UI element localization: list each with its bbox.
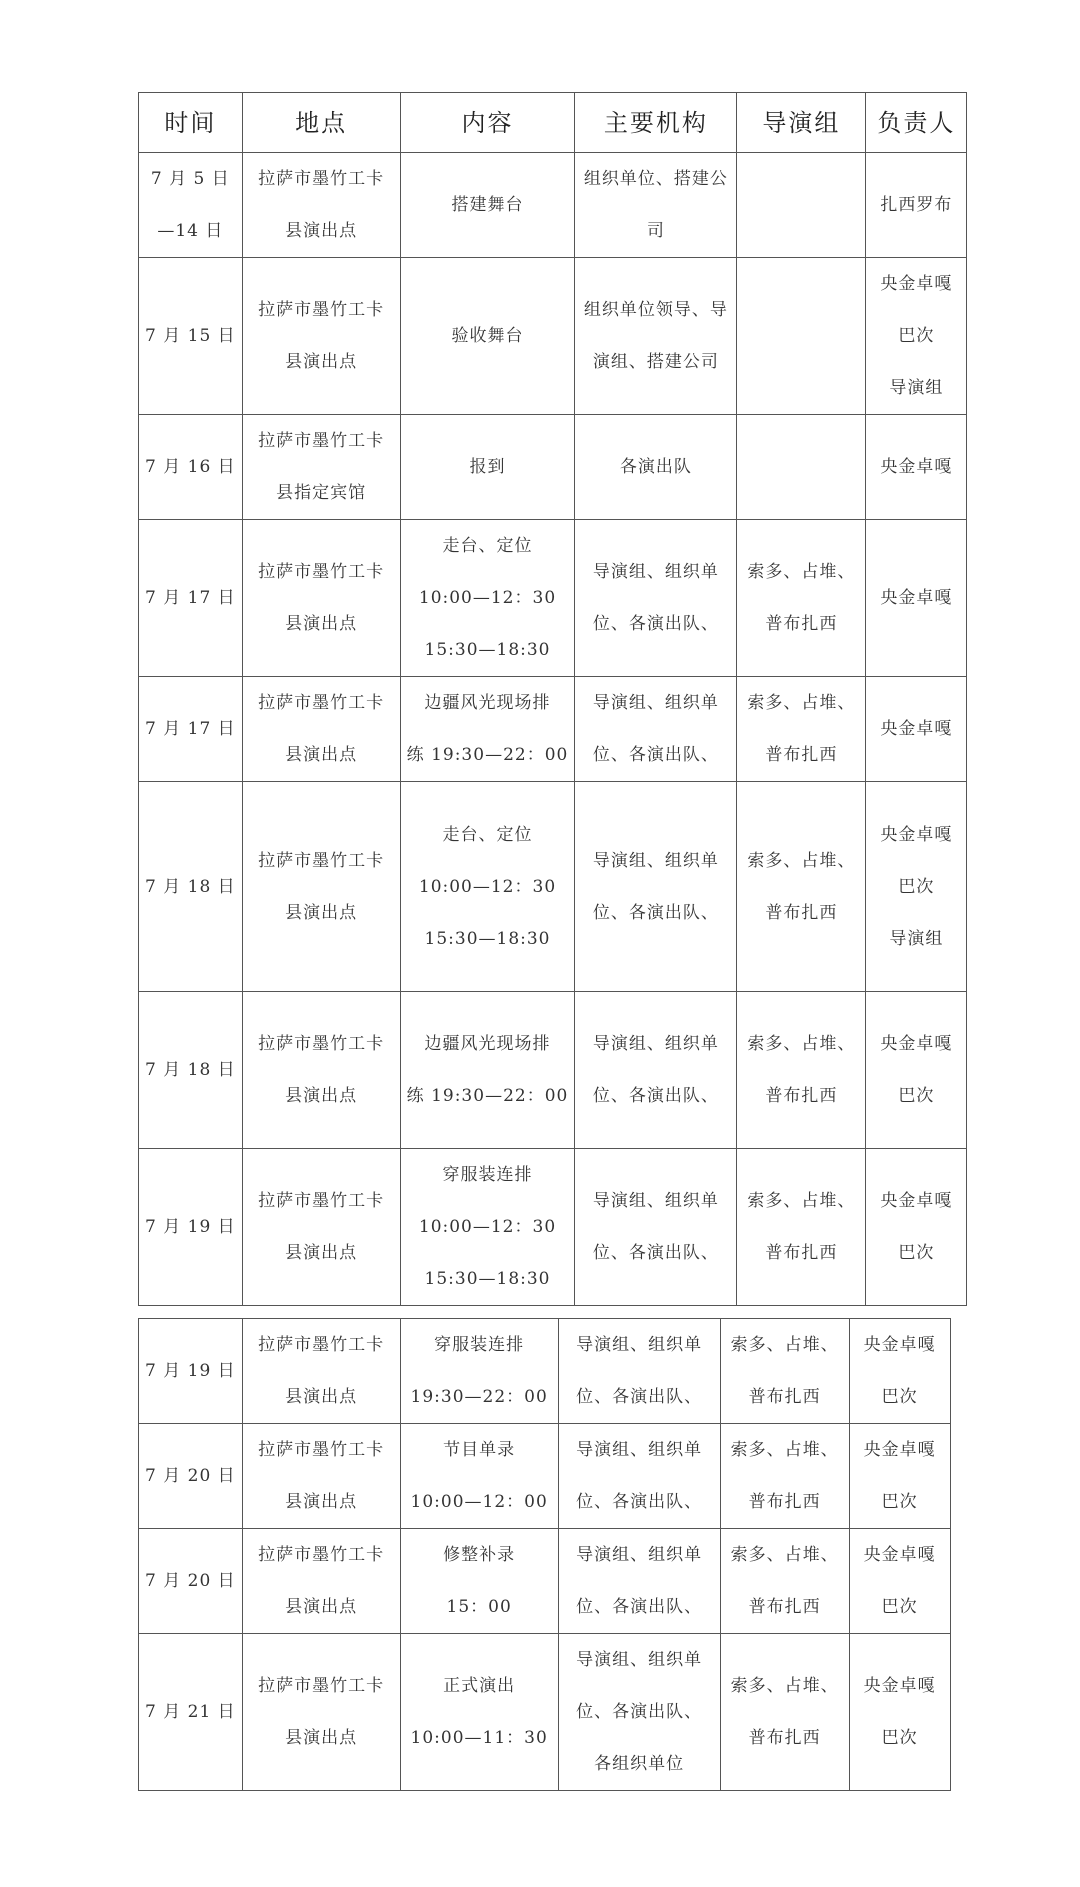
cell-time bbox=[139, 1424, 243, 1529]
cell-content bbox=[400, 1319, 558, 1424]
cell-line: 10:00—12：00 bbox=[410, 1492, 548, 1512]
cell-line: 拉萨市墨竹工卡 bbox=[258, 1191, 385, 1211]
cell-place bbox=[242, 520, 400, 677]
cell-line: 拉萨市墨竹工卡 bbox=[258, 169, 385, 189]
cell-owner bbox=[849, 1634, 950, 1791]
cell-org bbox=[558, 1529, 720, 1634]
cell-line: 7 月 17 日 bbox=[145, 588, 236, 608]
cell-line: 索多、占堆、 bbox=[747, 1191, 856, 1211]
cell-line: 拉萨市墨竹工卡 bbox=[258, 562, 385, 582]
cell-line: 走台、定位 bbox=[442, 536, 533, 556]
cell-line: 边疆风光现场排 bbox=[424, 1034, 551, 1054]
cell-line: 央金卓嘎 bbox=[863, 1335, 936, 1355]
cell-time bbox=[139, 782, 243, 992]
cell-line: 位、各演出队、 bbox=[592, 745, 719, 765]
cell-line: 央金卓嘎 bbox=[863, 1545, 936, 1565]
cell-time bbox=[139, 1319, 243, 1424]
cell-line: 索多、占堆、 bbox=[747, 562, 856, 582]
cell-line: 15:30—18:30 bbox=[424, 1269, 551, 1289]
cell-time bbox=[139, 1634, 243, 1791]
cell-line: 15:30—18:30 bbox=[424, 640, 551, 660]
cell-line: 报到 bbox=[469, 457, 506, 477]
cell-org bbox=[575, 1149, 737, 1306]
cell-line: 7 月 17 日 bbox=[145, 719, 236, 739]
cell-line: 走台、定位 bbox=[442, 824, 533, 845]
cell-owner bbox=[849, 1319, 950, 1424]
cell-line: 央金卓嘎 bbox=[880, 1191, 953, 1211]
cell-content bbox=[400, 782, 575, 992]
cell-org bbox=[575, 992, 737, 1149]
cell-content bbox=[400, 1634, 558, 1791]
cell-content bbox=[400, 677, 575, 782]
table-row bbox=[139, 1149, 967, 1306]
cell-line: 拉萨市墨竹工卡 bbox=[258, 1676, 385, 1696]
header-row bbox=[139, 93, 967, 153]
cell-line: 央金卓嘎 bbox=[880, 1034, 953, 1054]
cell-place bbox=[242, 677, 400, 782]
cell-line: 穿服装连排 bbox=[442, 1165, 533, 1185]
cell-content bbox=[400, 1424, 558, 1529]
cell-org bbox=[558, 1424, 720, 1529]
cell-org bbox=[575, 258, 737, 415]
cell-owner bbox=[866, 258, 967, 415]
header-director: 导演组 bbox=[737, 93, 866, 153]
cell-director bbox=[720, 1529, 849, 1634]
cell-line: 7 月 18 日 bbox=[145, 1060, 236, 1080]
table-row bbox=[139, 1319, 951, 1424]
cell-place bbox=[242, 1634, 400, 1791]
cell-place bbox=[242, 415, 400, 520]
cell-place bbox=[242, 1319, 400, 1424]
cell-line: 导演组、组织单 bbox=[592, 850, 719, 871]
schedule-table-2 bbox=[138, 1318, 951, 1791]
cell-owner bbox=[866, 153, 967, 258]
cell-place bbox=[242, 1424, 400, 1529]
cell-owner bbox=[866, 1149, 967, 1306]
cell-line: 7 月 15 日 bbox=[145, 326, 236, 346]
cell-line: 央金卓嘎 bbox=[880, 457, 953, 477]
cell-line: 巴次 bbox=[881, 1728, 918, 1748]
cell-line: 7 月 5 日 bbox=[150, 169, 230, 189]
cell-line: 组织单位领导、导 bbox=[583, 300, 728, 320]
cell-director bbox=[737, 153, 866, 258]
cell-line: 索多、占堆、 bbox=[730, 1545, 839, 1565]
cell-line: 穿服装连排 bbox=[434, 1335, 525, 1355]
cell-director bbox=[720, 1319, 849, 1424]
cell-time bbox=[139, 1149, 243, 1306]
cell-line: 普布扎西 bbox=[748, 1492, 821, 1512]
cell-line: 导演组、组织单 bbox=[592, 562, 719, 582]
cell-line: 县演出点 bbox=[285, 352, 358, 372]
cell-line: 导演组、组织单 bbox=[576, 1335, 703, 1355]
cell-line: 节目单录 bbox=[443, 1440, 516, 1460]
cell-director bbox=[737, 992, 866, 1149]
cell-line: 索多、占堆、 bbox=[730, 1335, 839, 1355]
table-row bbox=[139, 520, 967, 677]
cell-place bbox=[242, 992, 400, 1149]
cell-line: 位、各演出队、 bbox=[576, 1492, 703, 1512]
cell-place bbox=[242, 153, 400, 258]
cell-director bbox=[737, 782, 866, 992]
cell-line: 县演出点 bbox=[285, 1243, 358, 1263]
cell-line: 央金卓嘎 bbox=[880, 719, 953, 739]
cell-line: 导演组、组织单 bbox=[576, 1440, 703, 1460]
cell-org bbox=[575, 782, 737, 992]
cell-line: 导演组、组织单 bbox=[592, 1034, 719, 1054]
cell-line: 15：00 bbox=[446, 1597, 512, 1617]
cell-line: 拉萨市墨竹工卡 bbox=[258, 431, 385, 451]
cell-line: 拉萨市墨竹工卡 bbox=[258, 1335, 385, 1355]
cell-line: 导演组、组织单 bbox=[576, 1545, 703, 1565]
cell-line: 县演出点 bbox=[285, 1728, 358, 1748]
cell-director bbox=[737, 415, 866, 520]
cell-line: 索多、占堆、 bbox=[747, 850, 856, 871]
cell-line: 练 19:30—22：00 bbox=[406, 1086, 569, 1106]
cell-line: 导演组、组织单 bbox=[592, 693, 719, 713]
cell-line: 位、各演出队、 bbox=[592, 1243, 719, 1263]
cell-line: 央金卓嘎 bbox=[863, 1676, 936, 1696]
cell-line: 10:00—12：30 bbox=[418, 876, 557, 897]
table-row bbox=[139, 782, 967, 992]
cell-director bbox=[720, 1424, 849, 1529]
cell-line: 演组、搭建公司 bbox=[592, 352, 719, 372]
cell-owner bbox=[866, 520, 967, 677]
cell-place bbox=[242, 1529, 400, 1634]
cell-content bbox=[400, 258, 575, 415]
cell-line: 拉萨市墨竹工卡 bbox=[258, 850, 385, 871]
cell-line: 7 月 21 日 bbox=[145, 1702, 236, 1722]
cell-line: 导演组、组织单 bbox=[592, 1191, 719, 1211]
header-time: 时间 bbox=[139, 93, 243, 153]
cell-line: 索多、占堆、 bbox=[730, 1676, 839, 1696]
cell-line: 7 月 18 日 bbox=[145, 876, 236, 897]
cell-owner bbox=[866, 992, 967, 1149]
cell-time bbox=[139, 677, 243, 782]
cell-line: 普布扎西 bbox=[765, 902, 838, 923]
table-row bbox=[139, 1529, 951, 1634]
cell-org bbox=[558, 1634, 720, 1791]
cell-line: 导演组、组织单 bbox=[576, 1650, 703, 1670]
cell-line: 司 bbox=[646, 221, 665, 241]
cell-line: 县演出点 bbox=[285, 221, 358, 241]
header-place: 地点 bbox=[242, 93, 400, 153]
cell-line: 索多、占堆、 bbox=[747, 693, 856, 713]
cell-line: 央金卓嘎 bbox=[880, 824, 953, 845]
cell-line: 拉萨市墨竹工卡 bbox=[258, 1034, 385, 1054]
cell-org bbox=[575, 520, 737, 677]
table-row bbox=[139, 153, 967, 258]
cell-line: 巴次 bbox=[898, 876, 935, 897]
cell-line: 普布扎西 bbox=[748, 1597, 821, 1617]
cell-time bbox=[139, 520, 243, 677]
cell-line: 县演出点 bbox=[285, 1086, 358, 1106]
cell-line: 位、各演出队、 bbox=[592, 1086, 719, 1106]
cell-place bbox=[242, 782, 400, 992]
cell-line: 巴次 bbox=[898, 326, 935, 346]
cell-line: 位、各演出队、 bbox=[592, 902, 719, 923]
cell-time bbox=[139, 153, 243, 258]
cell-line: 央金卓嘎 bbox=[880, 588, 953, 608]
cell-director bbox=[737, 1149, 866, 1306]
table-row bbox=[139, 677, 967, 782]
header-owner: 负责人 bbox=[866, 93, 967, 153]
cell-time bbox=[139, 992, 243, 1149]
cell-owner bbox=[849, 1529, 950, 1634]
table-row bbox=[139, 1634, 951, 1791]
cell-line: 7 月 19 日 bbox=[145, 1217, 236, 1237]
cell-line: 索多、占堆、 bbox=[730, 1440, 839, 1460]
cell-line: 导演组 bbox=[889, 928, 944, 949]
cell-line: 组织单位、搭建公 bbox=[583, 169, 728, 189]
cell-line: 县演出点 bbox=[285, 745, 358, 765]
cell-content bbox=[400, 520, 575, 677]
cell-line: 10:00—12：30 bbox=[418, 588, 557, 608]
cell-line: 巴次 bbox=[898, 1243, 935, 1263]
cell-line: 巴次 bbox=[881, 1387, 918, 1407]
cell-owner bbox=[849, 1424, 950, 1529]
cell-line: 19:30—22：00 bbox=[410, 1387, 548, 1407]
cell-line: 县演出点 bbox=[285, 1597, 358, 1617]
cell-line: 索多、占堆、 bbox=[747, 1034, 856, 1054]
cell-director bbox=[720, 1634, 849, 1791]
cell-content bbox=[400, 992, 575, 1149]
cell-line: 县演出点 bbox=[285, 614, 358, 634]
cell-line: 修整补录 bbox=[443, 1545, 516, 1565]
cell-line: 边疆风光现场排 bbox=[424, 693, 551, 713]
cell-owner bbox=[866, 677, 967, 782]
cell-time bbox=[139, 415, 243, 520]
cell-line: 普布扎西 bbox=[748, 1728, 821, 1748]
cell-line: 拉萨市墨竹工卡 bbox=[258, 693, 385, 713]
cell-content bbox=[400, 415, 575, 520]
cell-org bbox=[575, 677, 737, 782]
cell-line: 搭建舞台 bbox=[451, 195, 524, 215]
cell-owner bbox=[866, 782, 967, 992]
cell-line: 位、各演出队、 bbox=[592, 614, 719, 634]
cell-director bbox=[737, 520, 866, 677]
cell-line: 普布扎西 bbox=[748, 1387, 821, 1407]
cell-line: 15:30—18:30 bbox=[424, 928, 551, 949]
cell-line: 练 19:30—22：00 bbox=[406, 745, 569, 765]
cell-line: 县演出点 bbox=[285, 1387, 358, 1407]
cell-line: 10:00—12：30 bbox=[418, 1217, 557, 1237]
cell-line: 各组织单位 bbox=[594, 1754, 685, 1774]
cell-director bbox=[737, 677, 866, 782]
cell-line: 7 月 20 日 bbox=[145, 1571, 236, 1591]
schedule-table-1 bbox=[138, 92, 967, 1306]
cell-org bbox=[575, 415, 737, 520]
cell-director bbox=[737, 258, 866, 415]
cell-content bbox=[400, 1149, 575, 1306]
cell-line: 10:00—11：30 bbox=[410, 1728, 548, 1748]
cell-line: 扎西罗布 bbox=[880, 195, 953, 215]
cell-line: 拉萨市墨竹工卡 bbox=[258, 1545, 385, 1565]
cell-line: 县演出点 bbox=[285, 902, 358, 923]
cell-line: 巴次 bbox=[898, 1086, 935, 1106]
cell-line: —14 日 bbox=[157, 221, 224, 241]
table-row bbox=[139, 992, 967, 1149]
cell-line: 县指定宾馆 bbox=[276, 483, 367, 503]
cell-line: 7 月 20 日 bbox=[145, 1466, 236, 1486]
cell-line: 位、各演出队、 bbox=[576, 1597, 703, 1617]
cell-line: 正式演出 bbox=[443, 1676, 516, 1696]
cell-org bbox=[575, 153, 737, 258]
cell-line: 央金卓嘎 bbox=[863, 1440, 936, 1460]
cell-content bbox=[400, 153, 575, 258]
cell-line: 位、各演出队、 bbox=[576, 1702, 703, 1722]
cell-line: 拉萨市墨竹工卡 bbox=[258, 1440, 385, 1460]
cell-line: 各演出队 bbox=[619, 457, 692, 477]
table-row bbox=[139, 1424, 951, 1529]
cell-line: 普布扎西 bbox=[765, 1243, 838, 1263]
cell-line: 7 月 19 日 bbox=[145, 1361, 236, 1381]
cell-line: 导演组 bbox=[889, 378, 944, 398]
cell-time bbox=[139, 258, 243, 415]
cell-line: 验收舞台 bbox=[451, 326, 524, 346]
cell-line: 普布扎西 bbox=[765, 745, 838, 765]
cell-line: 拉萨市墨竹工卡 bbox=[258, 300, 385, 320]
cell-line: 县演出点 bbox=[285, 1492, 358, 1512]
header-content: 内容 bbox=[400, 93, 575, 153]
cell-line: 央金卓嘎 bbox=[880, 274, 953, 294]
cell-line: 巴次 bbox=[881, 1492, 918, 1512]
cell-line: 位、各演出队、 bbox=[576, 1387, 703, 1407]
cell-line: 7 月 16 日 bbox=[145, 457, 236, 477]
table-row bbox=[139, 415, 967, 520]
table-row bbox=[139, 258, 967, 415]
cell-content bbox=[400, 1529, 558, 1634]
cell-owner bbox=[866, 415, 967, 520]
header-org: 主要机构 bbox=[575, 93, 737, 153]
cell-place bbox=[242, 1149, 400, 1306]
cell-place bbox=[242, 258, 400, 415]
cell-time bbox=[139, 1529, 243, 1634]
cell-line: 普布扎西 bbox=[765, 614, 838, 634]
cell-org bbox=[558, 1319, 720, 1424]
cell-line: 巴次 bbox=[881, 1597, 918, 1617]
cell-line: 普布扎西 bbox=[765, 1086, 838, 1106]
